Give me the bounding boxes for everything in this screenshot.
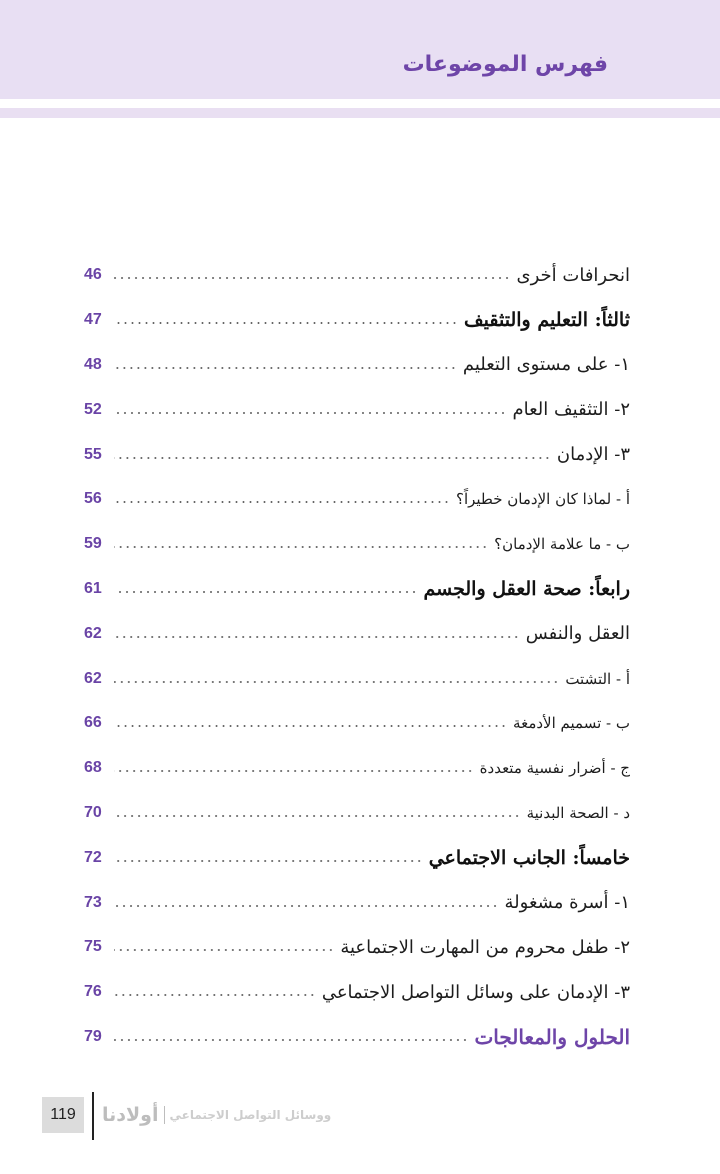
toc-entry-page: 62 bbox=[84, 669, 102, 687]
toc-entry[interactable] bbox=[84, 1015, 630, 1060]
toc-entry-page: 46 bbox=[84, 266, 102, 284]
dot-leader bbox=[114, 277, 511, 279]
toc-entry[interactable] bbox=[84, 387, 630, 432]
toc-entry[interactable] bbox=[84, 298, 630, 343]
toc-entry-title: ١- أسرة مشغولة bbox=[504, 892, 630, 914]
page-title: فهرس الموضوعات bbox=[402, 52, 608, 77]
toc-entry[interactable] bbox=[84, 925, 630, 970]
toc-entry-title: أ - التشتت bbox=[565, 669, 630, 688]
toc-entry-page: 68 bbox=[84, 759, 102, 777]
dot-leader bbox=[114, 1039, 468, 1041]
toc-entry[interactable] bbox=[84, 835, 630, 880]
toc-entry-page: 75 bbox=[84, 938, 102, 956]
dot-leader bbox=[114, 949, 334, 951]
toc-entry-page: 55 bbox=[84, 445, 102, 463]
toc-entry-page: 61 bbox=[84, 579, 102, 597]
toc-entry-title: ٢- طفل محروم من المهارت الاجتماعية bbox=[340, 936, 630, 958]
toc-entry-title: ثالثاً: التعليم والتثقيف bbox=[464, 309, 630, 332]
toc-entry[interactable] bbox=[84, 746, 630, 791]
toc-entry-page: 62 bbox=[84, 624, 102, 642]
toc-entry-title: رابعاً: صحة العقل والجسم bbox=[423, 577, 630, 600]
page-number-badge: 119 bbox=[42, 1097, 84, 1133]
header-band bbox=[0, 0, 720, 99]
book-title-sub: ووسائل التواصل الاجتماعي bbox=[169, 1108, 332, 1122]
toc-entry[interactable] bbox=[84, 611, 630, 656]
toc-entry-title: ب - ما علامة الإدمان؟ bbox=[494, 535, 630, 554]
toc-entry-page: 47 bbox=[84, 311, 102, 329]
toc-entry-page: 79 bbox=[84, 1027, 102, 1045]
toc-entry-page: 48 bbox=[84, 355, 102, 373]
book-title-main: أولادنا bbox=[102, 1104, 159, 1126]
dot-leader bbox=[114, 591, 418, 593]
table-of-contents bbox=[84, 253, 630, 1059]
toc-entry[interactable] bbox=[84, 970, 630, 1015]
toc-entry[interactable] bbox=[84, 701, 630, 746]
dot-leader bbox=[114, 322, 458, 324]
dot-leader bbox=[114, 457, 551, 459]
dot-leader bbox=[114, 501, 450, 503]
toc-entry[interactable] bbox=[84, 343, 630, 388]
toc-entry[interactable] bbox=[84, 522, 630, 567]
header-divider-white bbox=[0, 99, 720, 108]
dot-leader bbox=[114, 905, 499, 907]
dot-leader bbox=[114, 815, 521, 817]
book-title bbox=[102, 1104, 331, 1126]
toc-entry-title: ٣- الإدمان bbox=[556, 444, 630, 466]
dot-leader bbox=[114, 994, 316, 996]
toc-entry-title: العقل والنفس bbox=[525, 623, 630, 645]
dot-leader bbox=[114, 860, 423, 862]
book-title-separator bbox=[164, 1106, 165, 1124]
toc-entry[interactable] bbox=[84, 791, 630, 836]
toc-entry-title: ب - تسميم الأدمغة bbox=[513, 714, 630, 733]
toc-entry-title: د - الصحة البدنية bbox=[526, 803, 630, 822]
toc-entry-page: 52 bbox=[84, 400, 102, 418]
toc-entry-title: أ - لماذا كان الإدمان خطيراً؟ bbox=[456, 490, 630, 509]
toc-entry-title: ٣- الإدمان على وسائل التواصل الاجتماعي bbox=[321, 981, 630, 1003]
toc-entry-page: 59 bbox=[84, 535, 102, 553]
footer-vertical-rule bbox=[92, 1092, 94, 1140]
toc-entry[interactable] bbox=[84, 880, 630, 925]
toc-entry-title: ج - أضرار نفسية متعددة bbox=[479, 759, 630, 778]
toc-entry[interactable] bbox=[84, 656, 630, 701]
toc-entry-page: 76 bbox=[84, 983, 102, 1001]
toc-entry-title: ٢- التثقيف العام bbox=[512, 399, 630, 421]
dot-leader bbox=[114, 725, 507, 727]
toc-entry-page: 70 bbox=[84, 803, 102, 821]
toc-entry-page: 66 bbox=[84, 714, 102, 732]
dot-leader bbox=[114, 546, 488, 548]
dot-leader bbox=[114, 636, 520, 638]
toc-entry-title: ١- على مستوى التعليم bbox=[462, 354, 630, 376]
toc-entry-page: 56 bbox=[84, 490, 102, 508]
dot-leader bbox=[114, 770, 474, 772]
dot-leader bbox=[114, 412, 506, 414]
dot-leader bbox=[114, 367, 457, 369]
toc-entry[interactable] bbox=[84, 253, 630, 298]
toc-entry[interactable] bbox=[84, 477, 630, 522]
toc-entry-title: الحلول والمعالجات bbox=[474, 1024, 630, 1049]
toc-entry-title: انحرافات أخرى bbox=[516, 264, 630, 286]
dot-leader bbox=[114, 681, 559, 683]
toc-entry[interactable] bbox=[84, 567, 630, 612]
toc-entry-page: 72 bbox=[84, 848, 102, 866]
page-footer bbox=[42, 1092, 342, 1140]
toc-entry-title: خامساً: الجانب الاجتماعي bbox=[428, 846, 630, 869]
toc-entry[interactable] bbox=[84, 432, 630, 477]
toc-entry-page: 73 bbox=[84, 893, 102, 911]
header-divider-lavender bbox=[0, 108, 720, 118]
